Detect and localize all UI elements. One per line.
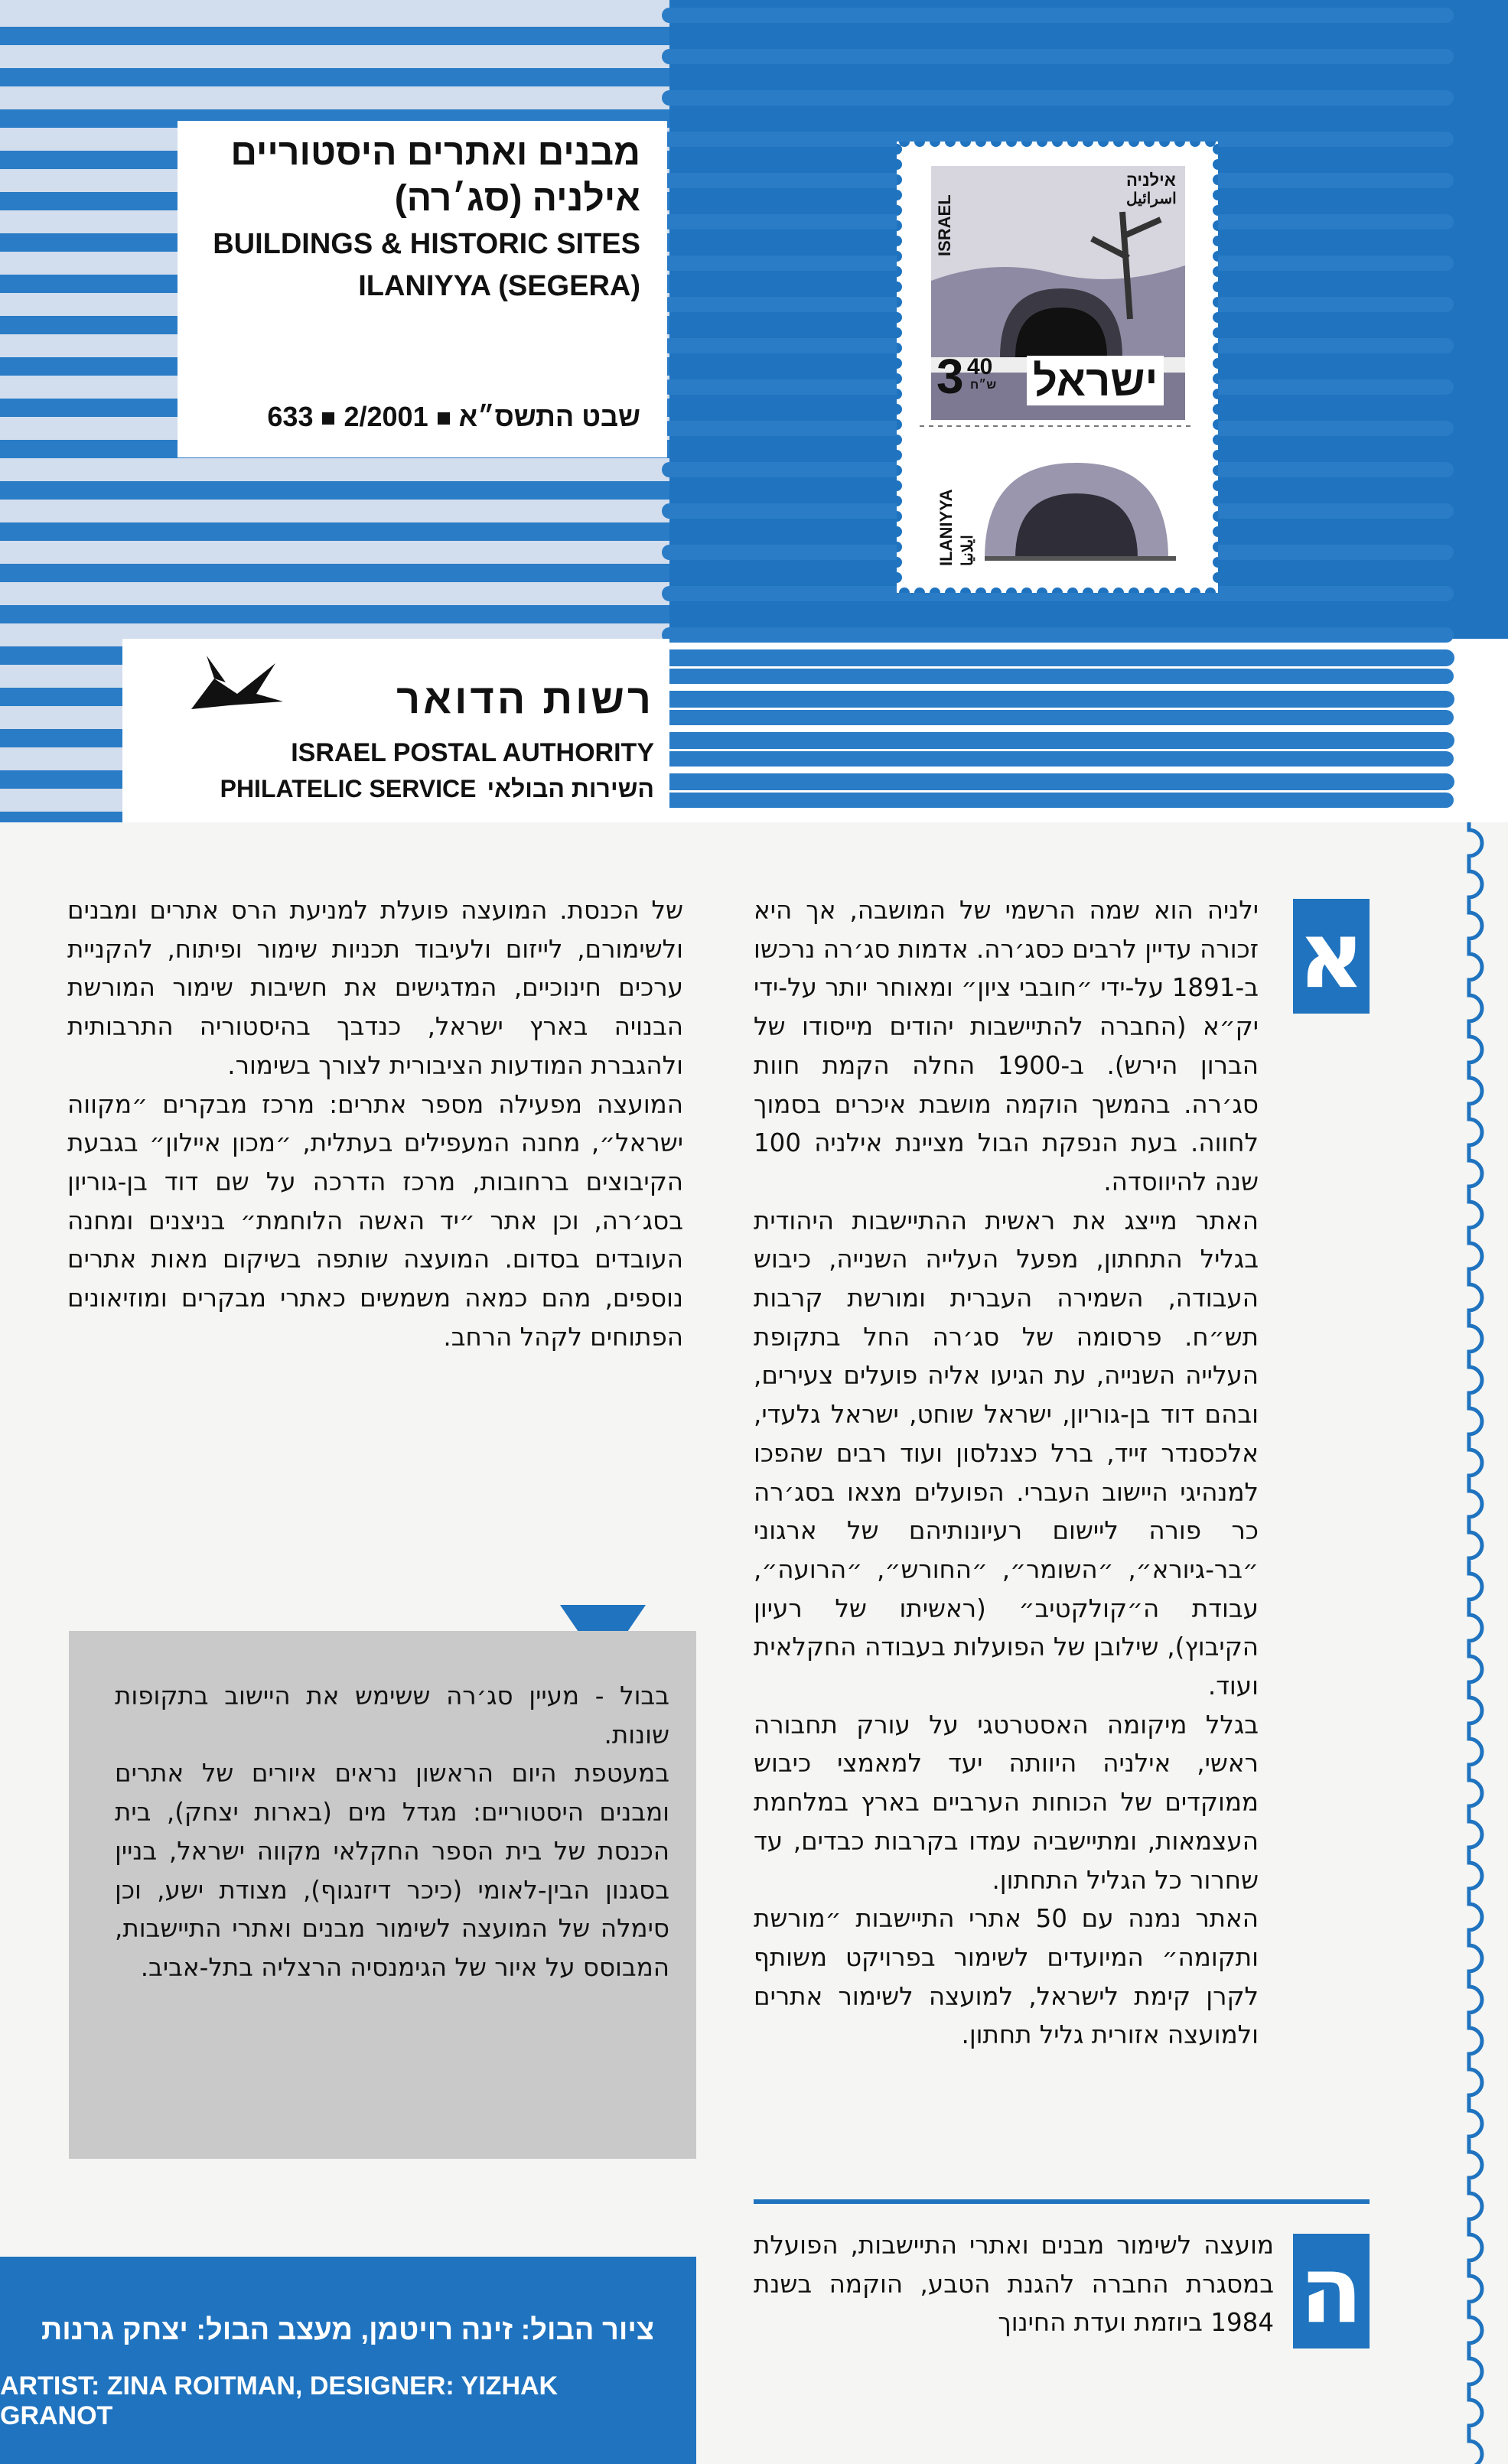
issue-line [267,401,640,433]
stamp-tab-english: ILANIYYA [936,489,956,566]
title-english-line-1: BUILDINGS & HISTORIC SITES [213,228,640,260]
credits-english: ARTIST: ZINA ROITMAN, DESIGNER: YIZHAK GRANOT [0,2371,559,2430]
drop-cap-alef: א [1293,899,1370,1014]
title-box [178,121,667,457]
title-hebrew-line-1: מבנים ואתרים היסטוריים [230,132,640,173]
credits-band [0,2257,696,2464]
drop-cap-he: ה [1293,2234,1370,2348]
paragraph-council-sites: המועצה מפעילה מספר אתרים: מרכז מבקרים ״מקווה ישראל״, מחנה המעפילים בעתלית, ״מכון איילון״ בגבעת הקיבוצים ברחובות, מרכז הדרכה על שם דוד בן-גוריון בסג׳רה, וכן אתר ״יד האשה הלוחמת״ בניצנים ומחנה העובדים בסדום. המועצה שותפה בשיקום מאות אתרים נוספים, מהם כמאה משמשים כאתרי מבקרים ומוזיאונים הפתוחים לקהל הרחב. [67,1089,683,1352]
left-text-column [67,891,683,1356]
credits-hebrew: ציור הבול: זינה רויטמן, מעצב הבול: יצחק גרנות [41,2314,654,2346]
paragraph-strategy: בגלל מיקומה האסטרטגי על עורק תחבורה ראשי, אילניה היוותה יעד למאמצי כיבוש ממוקדים של הכוחות הערביים בארץ במלחמת העצמאות, ומתיישביה עמדו בקרבות כבדים, עד שחרור כל הגליל התחתון. [754,1710,1259,1895]
stamp-value-fraction: 40 [967,354,993,379]
logo-hebrew-name: רשות הדואר [396,676,654,722]
issue-date-hebrew: שבט התשס״א [458,401,640,432]
logo-service-hebrew: השירות הבולאי [487,775,654,802]
stamp-description-box [69,1631,696,2159]
stamp-image [897,142,1218,593]
stamp-country-hebrew: ישראל [1027,356,1164,405]
issue-number: 633 [267,401,314,432]
right-text-column [754,891,1259,2055]
bird-logo-icon [184,648,291,717]
issue-date: 2/2001 [344,401,428,432]
square-bullet-icon [438,412,450,425]
section-divider [754,2199,1370,2204]
stamp-currency: ש״ח [970,379,997,392]
postal-authority-logo-box [122,639,669,822]
perforation-line [1469,822,1482,2464]
header-band [0,0,1508,822]
stamp-tab-arabic: ايلانيا [959,535,976,566]
paragraph-intro: ילניה הוא שמה הרשמי של המושבה, אך היא זכורה עדיין לרבים כסג׳רה. אדמות סג׳רה נרכשו ב-1891 על-ידי ״חובבי ציון״ ומאוחר יותר על-ידי יק״א (החברה להתיישבות יהודים מייסודו של הברון הירש). ב-1900 החלה הקמת חוות סג׳רה. בהמשך הוקמה מושבת איכרים בסמוך לחווה. בעת הנפקת הבול מציינת אילניה 100 שנה להיווסדה. [754,896,1259,1196]
stamp-country-arabic: اسرائيل [1126,190,1177,207]
paragraph-history: האתר מייצג את ראשית ההתיישבות היהודית בגליל התחתון, מפעל העלייה השנייה, כיבוש העבודה, השמירה העברית ומורשת קרבות תש״ח. פרסומה של סג׳רה החל בתקופת העלייה השנייה, עת הגיעו אליה פועלים צעירים, ובהם דוד בן-גוריון, ישראל שוחט, ישראל גלעדי, אלכסנדר זייד, ברל כצנלסון ועוד רבים שהפכו למנהיגי היישוב העברי. הפועלים מצאו בסג׳רה כר פורה ליישום רעיונותיהם של ארגוני ״בר-גיורא״, ״השומר״, ״החורש״, ״הרועה״, עבודת ה״קולקטיב״ (ראשיתו של רעיון הקיבוץ), שילובן של הפועלות בעבודה החקלאית ועוד. [754,1206,1259,1701]
logo-english-name: ISRAEL POSTAL AUTHORITY [291,738,654,767]
title-english-line-2: ILANIYYA (SEGERA) [358,270,640,302]
title-hebrew-line-2: אילניה (סג׳רה) [394,178,640,219]
fdc-description-paragraph: במעטפת היום הראשון נראים איורים של אתרים ומבנים היסטוריים: מגדל מים (בארות יצחק), בית הכנסת של בית הספר החקלאי מקווה ישראל, בניין בסגנון הבין-לאומי (כיכר דיזנגוף), מצודת ישע, וכן סימלה של המועצה לשימור מבנים ואתרי התיישבות, המבוסס על איור של הגימנסיה הרצליה בתל-אביב. [115,1759,669,1982]
square-bullet-icon [322,412,334,425]
stamp-value-main: 3 [936,349,964,404]
stamp-description-paragraph: בבול - מעיין סג׳רה ששימש את היישוב בתקופות שונות. [115,1681,669,1750]
stamp-country-english: ISRAEL [935,194,954,256]
logo-service-line [220,775,654,803]
stamp-description-text [115,1677,669,1987]
stamp-site-hebrew: אילניה [1126,171,1176,190]
paragraph-council-continued: של הכנסת. המועצה פועלת למניעת הרס אתרים ומבנים ולשימורם, לייזום ולעיבוד תכניות שימור ופיתוח, להקניית ערכים חינוכיים, המדגישים את חשיבות שימור המורשת הבנויה בארץ ישראל, כנדבך בהיסטוריה התרבותית ולהגברת המודעות הציבורית לצורך בשימור. [67,896,683,1080]
paragraph-heritage: האתר נמנה עם 50 אתרי התיישבות ״מורשת ותקומה״ המיועדים לשימור בפרויקט משותף לקרן קימת לישראל, למועצה לשימור אתרים ולמועצה אזורית גליל תחתון. [754,1904,1259,2050]
logo-service-english: PHILATELIC SERVICE [220,775,477,802]
paragraph-council-intro: מועצה לשימור מבנים ואתרי התיישבות, הפועלת במסגרת החברה להגנת הטבע, הוקמה בשנת 1984 ביוזמת ועדת החינוך [754,2231,1274,2338]
perforated-edge [1438,822,1508,2464]
